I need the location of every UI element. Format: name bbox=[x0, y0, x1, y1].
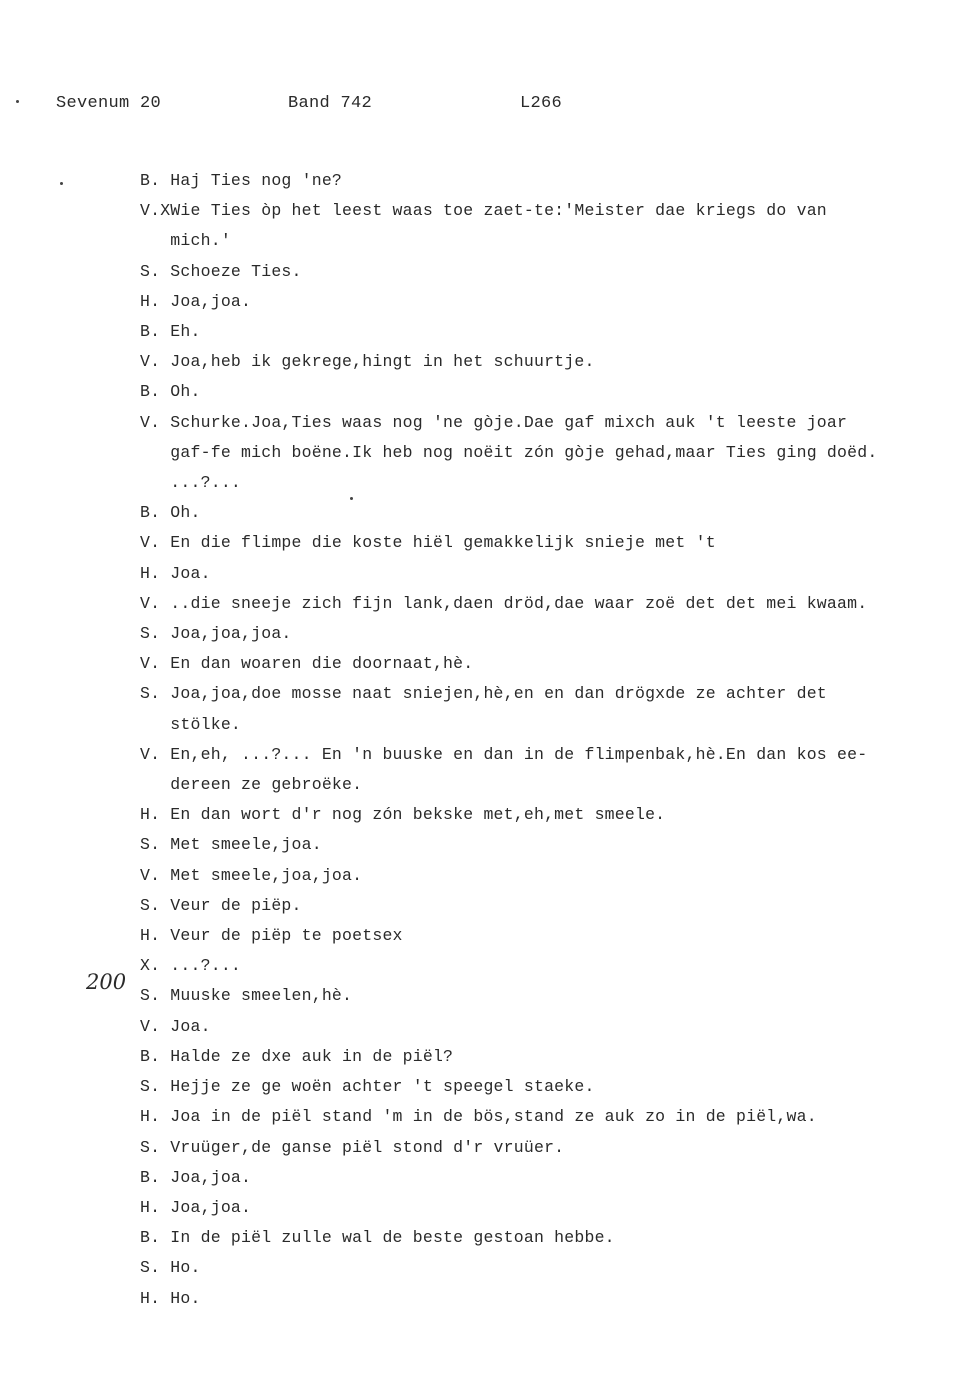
transcript-line: V. Met smeele,joa,joa. bbox=[140, 865, 363, 885]
transcript-line: V. Joa,heb ik gekrege,hingt in het schuurtje. bbox=[140, 352, 595, 372]
transcript-line: B. Joa,joa. bbox=[140, 1167, 252, 1187]
header-band: Band 742 bbox=[288, 94, 373, 113]
transcript-line: S. Veur de piëp. bbox=[140, 895, 302, 915]
transcript-line: S. Vruüger,de ganse piël stond d'r vruüer. bbox=[140, 1137, 565, 1157]
transcript-line: B. Oh. bbox=[140, 503, 201, 523]
handwritten-margin-number: 200 bbox=[86, 970, 127, 994]
transcript-line: X. ...?... bbox=[140, 956, 242, 976]
transcript-line: S. Muuske smeelen,hè. bbox=[140, 986, 353, 1006]
transcript-line: S. Joa,joa,doe mosse naat sniejen,hè,en en dan drögxde ze achter det bbox=[140, 684, 827, 704]
scan-speck bbox=[60, 182, 63, 185]
header-location: Sevenum 20 bbox=[56, 94, 162, 113]
transcript-line: S. Schoeze Ties. bbox=[140, 261, 302, 281]
transcript-line: dereen ze gebroëke. bbox=[140, 775, 363, 795]
transcript-line: V. En dan woaren die doornaat,hè. bbox=[140, 654, 474, 674]
transcript-line: V. En,eh, ...?... En 'n buuske en dan in de flimpenbak,hè.En dan kos ee- bbox=[140, 744, 868, 764]
transcript-line: B. Halde ze dxe auk in de piël? bbox=[140, 1046, 454, 1066]
transcript-line: S. Ho. bbox=[140, 1258, 201, 1278]
transcript-line: H. Joa in de piël stand 'm in de bös,stand ze auk zo in de piël,wa. bbox=[140, 1107, 817, 1127]
transcript-line: ...?... bbox=[140, 473, 242, 493]
transcript-line: gaf-fe mich boëne.Ik heb nog noëit zón gòje gehad,maar Ties ging doëd. bbox=[140, 442, 878, 462]
transcript-line: B. Haj Ties nog 'ne? bbox=[140, 171, 343, 190]
transcript-line: B. Eh. bbox=[140, 322, 201, 342]
transcript-line: H. Veur de piëp te poetsex bbox=[140, 926, 403, 946]
transcript-line: V. Joa. bbox=[140, 1016, 211, 1036]
transcript-line: S. Joa,joa,joa. bbox=[140, 624, 292, 644]
transcript-line: mich.' bbox=[140, 231, 231, 251]
transcript-line: S. Met smeele,joa. bbox=[140, 835, 322, 855]
transcript-line: H. Ho. bbox=[140, 1288, 201, 1308]
transcript-line: H. Joa,joa. bbox=[140, 1197, 252, 1217]
transcript-line: H. Joa,joa. bbox=[140, 291, 252, 311]
transcript-line: H. En dan wort d'r nog zón bekske met,eh,met smeele. bbox=[140, 805, 666, 825]
scan-speck bbox=[16, 100, 19, 103]
transcript-line: stölke. bbox=[140, 714, 242, 734]
transcript-line: V. ..die sneeje zich fijn lank,daen dröd,dae waar zoë det det mei kwaam. bbox=[140, 593, 868, 613]
transcript-line: V. En die flimpe die koste hiël gemakkelijk snieje met 't bbox=[140, 533, 716, 553]
transcript bbox=[140, 166, 920, 1314]
transcript-line: V.XWie Ties òp het leest waas toe zaet-te:'Meister dae kriegs do van bbox=[140, 201, 827, 221]
header-page-code: L266 bbox=[520, 94, 563, 113]
transcript-line: H. Joa. bbox=[140, 563, 211, 583]
transcript-line: B. Oh. bbox=[140, 382, 201, 402]
transcript-line: V. Schurke.Joa,Ties waas nog 'ne gòje.Dae gaf mixch auk 't leeste joar bbox=[140, 412, 848, 432]
transcript-line: B. In de piël zulle wal de beste gestoan hebbe. bbox=[140, 1228, 615, 1248]
transcript-line: S. Hejje ze ge woën achter 't speegel staeke. bbox=[140, 1077, 595, 1097]
